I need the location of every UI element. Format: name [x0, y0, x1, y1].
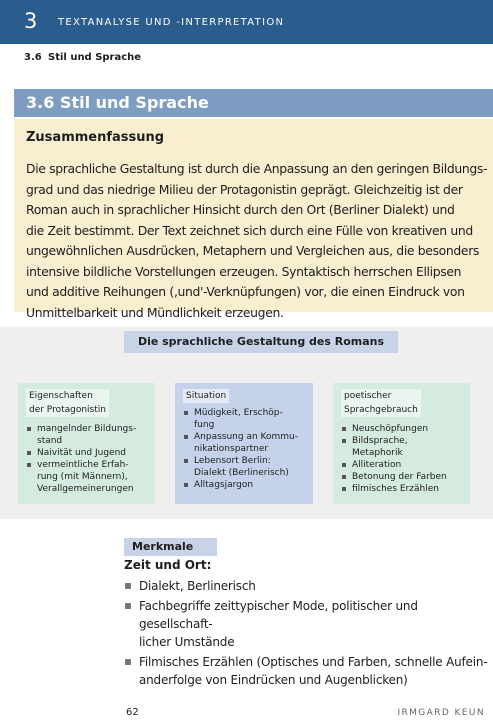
- merkmale-list: [124, 577, 489, 691]
- list-item: Müdigkeit, Erschöp- fung: [183, 407, 298, 431]
- chapter-title: TEXTANALYSE UND -INTERPRETATION: [58, 17, 285, 28]
- subsection-running-head: [24, 52, 141, 63]
- merkmale-badge: Merkmale: [124, 538, 217, 556]
- chapter-number: 3: [24, 9, 38, 33]
- diagram-title: Die sprachliche Gestaltung des Romans: [124, 331, 398, 353]
- summary-text: Die sprachliche Gestaltung ist durch die Anpassung an den geringen Bildungs- grad und das niedrige Milieu der Protagonistin geprägt. Gleichzeitig ist der Roman auch in sprachlicher Hinsicht durch den Ort (Berliner Dialekt) und die Zeit bestimmt. Der Text zeichnet sich durch eine Fülle von kreativen und ungewöhnlichen Ausdrücken, Metaphern und Vergleichen aus, die besonders intensive bildliche Vorstellungen erzeugen. Syntaktisch herrschen Ellipsen und additive Reihungen (‚und'-Verknüpfungen) vor, die einen Eindruck von Unmittelbarkeit und Mündlichkeit erzeugen.: [26, 161, 488, 320]
- box-label: Situation: [183, 389, 229, 403]
- box-list: [26, 423, 136, 495]
- box-label: poetischer Sprachgebrauch: [341, 389, 421, 417]
- section-title-bar: [14, 89, 493, 117]
- section-title: 3.6 Stil und Sprache: [26, 93, 209, 112]
- footer-author: IRMGARD KEUN: [397, 708, 485, 718]
- list-item: Filmisches Erzählen (Optisches und Farben, schnelle Aufein- anderfolge von Eindrücken und Augenblicken): [124, 653, 489, 689]
- summary-title: Zusammenfassung: [26, 130, 165, 145]
- list-item: mangelnder Bildungs- stand: [26, 423, 136, 447]
- box-label: Eigenschaften der Protagonistin: [26, 389, 109, 417]
- summary-box: [14, 119, 493, 320]
- box-list: [183, 407, 298, 491]
- subsection-number: 3.6: [24, 52, 42, 63]
- list-item: Anpassung an Kommu- nikationspartner: [183, 431, 298, 455]
- box-situation: [175, 383, 313, 504]
- box-poetic-language: [333, 383, 470, 504]
- page-number: 62: [126, 707, 139, 718]
- box-protagonist-traits: [18, 383, 155, 504]
- subsection-title: Stil und Sprache: [48, 52, 142, 63]
- list-item: Naivität und Jugend: [26, 447, 136, 459]
- merkmale-heading: Zeit und Ort:: [124, 558, 212, 572]
- list-item: Bildsprache, Metaphorik: [341, 435, 447, 459]
- chapter-header-bar: [0, 0, 493, 44]
- list-item: Alltagsjargon: [183, 479, 298, 491]
- list-item: Neuschöpfungen: [341, 423, 447, 435]
- list-item: Lebensort Berlin: Dialekt (Berlinerisch): [183, 455, 298, 479]
- list-item: filmisches Erzählen: [341, 483, 447, 495]
- list-item: Fachbegriffe zeittypischer Mode, politischer und gesellschaft- licher Umstände: [124, 597, 489, 651]
- list-item: Dialekt, Berlinerisch: [124, 577, 489, 595]
- box-list: [341, 423, 447, 495]
- list-item: Alliteration: [341, 459, 447, 471]
- language-diagram: [0, 327, 493, 519]
- list-item: Betonung der Farben: [341, 471, 447, 483]
- list-item: vermeintliche Erfah- rung (mit Männern), Verallgemeinerungen: [26, 459, 136, 495]
